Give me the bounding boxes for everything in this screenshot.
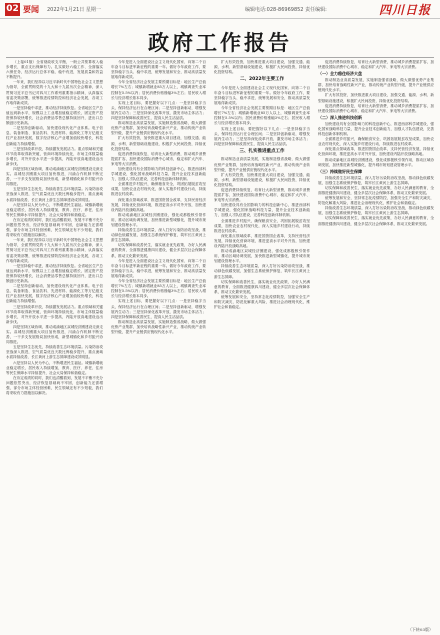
paragraph: 推动成渝地区双城经济圈建设，强化成都极核引领作用，推动区域协调发展，加快推进新型城镇化，提升城市规划建设管理水平。 xyxy=(318,157,434,167)
editor-info: 编辑电话:028-86969852 责任编辑: xyxy=(245,7,327,13)
text-column-3 xyxy=(214,60,310,628)
paragraph: 六是坚持以人民为中心，不断增进民生福祉。城镇新增就业稳定增长，居民收入持续增加，教育、医疗、养老、住房等民生保障水平持续提升，社会大局保持和谐稳定。 xyxy=(6,202,103,217)
paragraph: 二是坚持创新驱动，加快建设现代化产业体系。电子信息、装备制造、食品饮料、先进材料、能源化工等万亿级支柱产业加快发展，数字经济核心产业增加值较快增长，科技创新能力持续增强。 xyxy=(6,284,103,304)
paragraph: 六是坚持以人民为中心，不断增进民生福祉。城镇新增就业稳定增长，居民收入持续增加，教育、医疗、养老、住房等民生保障水平持续提升，社会大局保持和谐稳定。 xyxy=(6,360,103,375)
paragraph: 一年来，我们坚持以习近平新时代中国特色社会主义思想为指导，全面贯彻党的十九大和十九届历次全会精神，深入贯彻习近平总书记对四川工作系列重要指示精神，认真落实省委决策部署，统筹推进疫情防控和经济社会发展，各项工作取得新成效。 xyxy=(6,238,103,263)
paragraph: 深化重点领域改革，推进国资国企改革，支持民营经济发展，持续优化营商环境，推进更高水平对外开放，加快建设内陆开放战略高地。 xyxy=(214,233,310,248)
item-subheading: （三）持续做好民生保障 xyxy=(318,168,362,174)
title-divider xyxy=(6,57,434,58)
text-column-1 xyxy=(6,60,103,628)
paragraph: 今年是进入全面建设社会主义现代化国家、向第二个百年奋斗目标进军新征程的重要一年。做好今年政府工作，要坚持稳字当头、稳中求进，统筹发展和安全，推动高质量发展取得新成效。 xyxy=(111,258,206,278)
paragraph: 切实保障和改善民生，落实就业优先政策，办好人民满意的教育，全面推进健康四川建设，健全多层次社会保障体系，推动文化繁荣发展。 xyxy=(111,243,206,258)
paragraph: （上接01版）全省财政收支平衡，一般公共预算收入稳步增长，重点支出保障有力。扎实做好六稳工作、全面落实六保任务，经济运行总体平稳、稳中有进，发展质量和效益不断提升。 xyxy=(6,60,103,80)
paragraph: 在肯定成绩的同时，我们也清醒看到，发展不平衡不充分问题依然突出，经济恢复基础尚不牢固，创新能力还需增强，部分市场主体经营困难，民生领域还有不少短板，我们将采取有力措施加以解决。 xyxy=(6,375,103,396)
text-column-2 xyxy=(111,60,206,628)
paragraph: 促进消费持续恢复，培育壮大新型消费，推动城乡消费提质扩容，加快建设国际消费中心城市，稳定和扩大汽车、家电等大宗消费。 xyxy=(318,60,434,70)
paragraph: 扩大有效投资，加快推进重大项目建设，加强交通、能源、水利、新型基础设施建设，积极扩大民间投资，持续优化投资结构。 xyxy=(214,60,310,75)
paragraph: 四是坚持区域协调，推动成渝地区双城经济圈建设走深走实。双城经济圈重大项目加快推进，川渝合作机制不断完善，一干多支发展格局加快形成，新型城镇化和乡村振兴协同推进。 xyxy=(6,166,103,187)
paragraph: 五是坚持生态优先，持续改善生态环境质量。污染防治攻坚战深入推进，空气质量优良天数比例稳步提升，重点流域水质持续改善，长江黄河上游生态屏障建设成效明显。 xyxy=(6,187,103,202)
paragraph: 一是坚持稳中求进，推动经济持续恢复。全省地区生产总值达到新水平，规模以上工业增加值稳定增长，固定资产投资保持较快增长，社会消费品零售总额持续回升，进出口总额创历史新高。 xyxy=(6,263,103,284)
paragraph: 今年是进入全面建设社会主义现代化国家、向第二个百年奋斗目标进军新征程的重要一年。做好今年政府工作，要坚持稳字当头、稳中求进，统筹发展和安全，推动高质量发展取得新成效。 xyxy=(111,60,206,80)
paragraph: 今年是进入全面建设社会主义现代化国家、向第二个百年奋斗目标进军新征程的重要一年。做好今年政府工作，要坚持稳字当头、稳中求进，统筹发展和安全，推动高质量发展取得新成效。 xyxy=(214,85,310,106)
paragraph: 深化重点领域改革，推进国资国企改革，支持民营经济发展，持续优化营商环境，推进更高水平对外开放，加快建设内陆开放战略高地。 xyxy=(318,147,434,157)
paragraph: 促进消费持续恢复，培育壮大新型消费，推动城乡消费提质扩容，加快建设国际消费中心城市，稳定和扩大汽车、家电等大宗消费。 xyxy=(318,103,434,113)
item-subheading: （一）全力稳住经济大盘 xyxy=(318,71,362,77)
paragraph: 持续改善生态环境质量，深入打好污染防治攻坚战，推动绿色低碳发展，加强生态系统保护修复，筑牢长江黄河上游生态屏障。 xyxy=(318,206,434,216)
paragraph: 推动制造业高质量发展，实施制造强省战略，做大做强优势产业集群，加快培育战略性新兴产业，推动传统产业转型升级，提升产业链供应链现代化水平。 xyxy=(111,121,206,136)
paragraph: 三是坚持改革开放，持续激发发展活力。重点领域和关键环节改革取得新突破，营商环境持续优化，市场主体数量稳步增长，对外开放水平进一步提高，内陆开放高地建设迈出新步伐。 xyxy=(6,304,103,324)
paragraph: 一是坚持稳中求进，推动经济持续恢复。全省地区生产总值达到新水平，规模以上工业增加值稳定增长，固定资产投资保持较快增长，社会消费品零售总额持续回升，进出口总额创历史新高。 xyxy=(6,105,103,126)
paragraph: 实现上述目标，要把握好以下几点：一是坚持稳字当头，保持经济运行在合理区间；二是坚持创新驱动，增强发展内生动力；三是坚持深化改革开放，激发市场主体活力；四是坚持保障和改善民生，提高人民生活品质。 xyxy=(111,100,206,121)
paragraph: 五是坚持生态优先，持续改善生态环境质量。污染防治攻坚战深入推进，空气质量优良天数比例稳步提升，重点流域水质持续改善，长江黄河上游生态屏障建设成效明显。 xyxy=(6,345,103,360)
paragraph: 统筹发展和安全，坚持常态化疫情防控，加强安全生产和防灾减灾，防范化解重大风险，推进社会治理现代化，维护社会和谐稳定。 xyxy=(318,196,434,206)
paragraph: 切实保障和改善民生，落实就业优先政策，办好人民满意的教育，全面推进健康四川建设，健全多层次社会保障体系，推动文化繁荣发展。 xyxy=(214,279,310,294)
paragraph: 在肯定成绩的同时，我们也清醒看到，发展不平衡不充分问题依然突出，经济恢复基础尚不牢固，创新能力还需增强，部分市场主体经营困难，民生领域还有不少短板，我们将采取有力措施加以解决。 xyxy=(6,217,103,238)
paragraph: 四是坚持区域协调，推动成渝地区双城经济圈建设走深走实。双城经济圈重大项目加快推进，川渝合作机制不断完善，一干多支发展格局加快形成，新型城镇化和乡村振兴协同推进。 xyxy=(6,324,103,345)
paragraph: 加快建设具有全国影响力的科技创新中心，推进西部科学城建设，强化国家战略科技力量，提升企业技术创新能力，加强人才队伍建设，完善科技创新体制机制。 xyxy=(111,166,206,182)
paragraph: 推动制造业高质量发展，实施制造强省战略，做大做强优势产业集群，加快培育战略性新兴产业，推动传统产业转型升级，提升产业链供应链现代化水平。 xyxy=(111,319,206,334)
paragraph: 加快建设具有全国影响力的科技创新中心，推进西部科学城建设，强化国家战略科技力量，提升企业技术创新能力，加强人才队伍建设，完善科技创新体制机制。 xyxy=(318,121,434,137)
paragraph: 持续改善生态环境质量，深入打好污染防治攻坚战，推动绿色低碳发展，加强生态系统保护修复，筑牢长江黄河上游生态屏障。 xyxy=(111,228,206,243)
paragraph: 今年全省经济社会发展主要预期目标是：地区生产总值增长7%左右；城镇新增就业85万人以上，城镇调查失业率控制在5.5%以内；居民消费价格涨幅3%左右；居民收入增长与经济增长基本同步。 xyxy=(111,279,206,299)
paragraph: 扩大有效投资，加快推进重大项目建设，加强交通、能源、水利、新型基础设施建设，积极扩大民间投资，持续优化投资结构。 xyxy=(214,172,310,187)
paragraph: 持续改善生态环境质量，深入打好污染防治攻坚战，推动绿色低碳发展，加强生态系统保护修复，筑牢长江黄河上游生态屏障。 xyxy=(318,175,434,185)
paragraph: 扩大有效投资，加快推进重大项目建设，加强交通、能源、水利、新型基础设施建设，积极扩大民间投资，持续优化投资结构。 xyxy=(111,136,206,151)
masthead-logo: 四川日报 xyxy=(378,3,431,17)
paragraph: 三是坚持改革开放，持续激发发展活力。重点领域和关键环节改革取得新突破，营商环境持续优化，市场主体数量稳步增长，对外开放水平进一步提高，内陆开放高地建设迈出新步伐。 xyxy=(6,146,103,166)
paragraph: 推动制造业高质量发展，实施制造强省战略，做大做强优势产业集群，加快培育战略性新兴产业，推动传统产业转型升级，提升产业链供应链现代化水平。 xyxy=(214,157,310,172)
paragraph: 全面推进乡村振兴，确保粮食安全，巩固拓展脱贫攻坚成果，加快农业农村现代化，深入实施乡村建设行动，持续推进农村改革。 xyxy=(111,182,206,197)
paragraph: 全面推进乡村振兴，确保粮食安全，巩固拓展脱贫攻坚成果，加快农业农村现代化，深入实施乡村建设行动，持续推进农村改革。 xyxy=(318,137,434,147)
paragraph: 切实保障和改善民生，落实就业优先政策，办好人民满意的教育，全面推进健康四川建设，健全多层次社会保障体系，推动文化繁荣发展。 xyxy=(318,216,434,226)
paragraph: 加快建设具有全国影响力的科技创新中心，推进西部科学城建设，强化国家战略科技力量，提升企业技术创新能力，加强人才队伍建设，完善科技创新体制机制。 xyxy=(214,203,310,218)
paragraph: 持续改善生态环境质量，深入打好污染防治攻坚战，推动绿色低碳发展，加强生态系统保护修复，筑牢长江黄河上游生态屏障。 xyxy=(214,264,310,279)
paragraph: 推动制造业高质量发展，实施制造强省战略，做大做强优势产业集群，加快培育战略性新兴产业，推动传统产业转型升级，提升产业链供应链现代化水平。 xyxy=(318,78,434,93)
issue-date: 2022年1月21日 星期一 xyxy=(47,6,101,13)
paragraph: 实现上述目标，要把握好以下几点：一是坚持稳字当头，保持经济运行在合理区间；二是坚持创新驱动，增强发展内生动力；三是坚持深化改革开放，激发市场主体活力；四是坚持保障和改善民生，提高人民生活品质。 xyxy=(214,126,310,146)
continued-notice: （下转03版） xyxy=(407,627,433,632)
paragraph: 一年来，我们坚持以习近平新时代中国特色社会主义思想为指导，全面贯彻党的十九大和十九届历次全会精神，深入贯彻习近平总书记对四川工作系列重要指示精神，认真落实省委决策部署，统筹推进疫情防控和经济社会发展，各项工作取得新成效。 xyxy=(6,80,103,105)
page-header xyxy=(0,0,440,19)
paragraph: 促进消费持续恢复，培育壮大新型消费，推动城乡消费提质扩容，加快建设国际消费中心城市，稳定和扩大汽车、家电等大宗消费。 xyxy=(214,187,310,203)
section-name: 要闻 xyxy=(23,3,39,14)
paragraph: 切实保障和改善民生，落实就业优先政策，办好人民满意的教育，全面推进健康四川建设，健全多层次社会保障体系，推动文化繁荣发展。 xyxy=(318,185,434,195)
text-column-4 xyxy=(318,60,434,622)
paragraph: 二是坚持创新驱动，加快建设现代化产业体系。电子信息、装备制造、食品饮料、先进材料、能源化工等万亿级支柱产业加快发展，数字经济核心产业增加值较快增长，科技创新能力持续增强。 xyxy=(6,126,103,146)
paragraph: 全面推进乡村振兴，确保粮食安全，巩固拓展脱贫攻坚成果，加快农业农村现代化，深入实施乡村建设行动，持续推进农村改革。 xyxy=(214,218,310,233)
paragraph: 今年全省经济社会发展主要预期目标是：地区生产总值增长7%左右；城镇新增就业85万人以上，城镇调查失业率控制在5.5%以内；居民消费价格涨幅3%左右；居民收入增长与经济增长基本同步。 xyxy=(111,80,206,100)
paragraph: 促进消费持续恢复，培育壮大新型消费，推动城乡消费提质扩容，加快建设国际消费中心城市，稳定和扩大汽车、家电等大宗消费。 xyxy=(111,151,206,166)
paragraph: 实现上述目标，要把握好以下几点：一是坚持稳字当头，保持经济运行在合理区间；二是坚持创新驱动，增强发展内生动力；三是坚持深化改革开放，激发市场主体活力；四是坚持保障和改善民生，提高人民生活品质。 xyxy=(111,299,206,319)
paragraph: 今年全省经济社会发展主要预期目标是：地区生产总值增长7%左右；城镇新增就业85万人以上，城镇调查失业率控制在5.5%以内；居民消费价格涨幅3%左右；居民收入增长与经济增长基本同步。 xyxy=(214,106,310,126)
paragraph: 深化重点领域改革，推进国资国企改革，支持民营经济发展，持续优化营商环境，推进更高水平对外开放，加快建设内陆开放战略高地。 xyxy=(111,197,206,212)
section-subheading: 三、扎实推进重点工作 xyxy=(239,148,285,154)
paragraph: 统筹发展和安全，坚持常态化疫情防控，加强安全生产和防灾减灾，防范化解重大风险，推进社会治理现代化，维护社会和谐稳定。 xyxy=(214,294,310,310)
paragraph: 扩大有效投资，加快推进重大项目建设，加强交通、能源、水利、新型基础设施建设，积极扩大民间投资，持续优化投资结构。 xyxy=(318,93,434,103)
item-subheading: （二）深入推进科技创新 xyxy=(318,114,362,120)
section-subheading: 二、2022年主要工作 xyxy=(239,77,285,83)
page-number: 02 xyxy=(6,4,19,14)
paragraph: 推动成渝地区双城经济圈建设，强化成都极核引领作用，推动区域协调发展，加快推进新型城镇化，提升城市规划建设管理水平。 xyxy=(214,249,310,264)
article-title: 政府工作报告 xyxy=(148,30,292,55)
paragraph: 推动成渝地区双城经济圈建设，强化成都极核引领作用，推动区域协调发展，加快推进新型城镇化，提升城市规划建设管理水平。 xyxy=(111,212,206,227)
